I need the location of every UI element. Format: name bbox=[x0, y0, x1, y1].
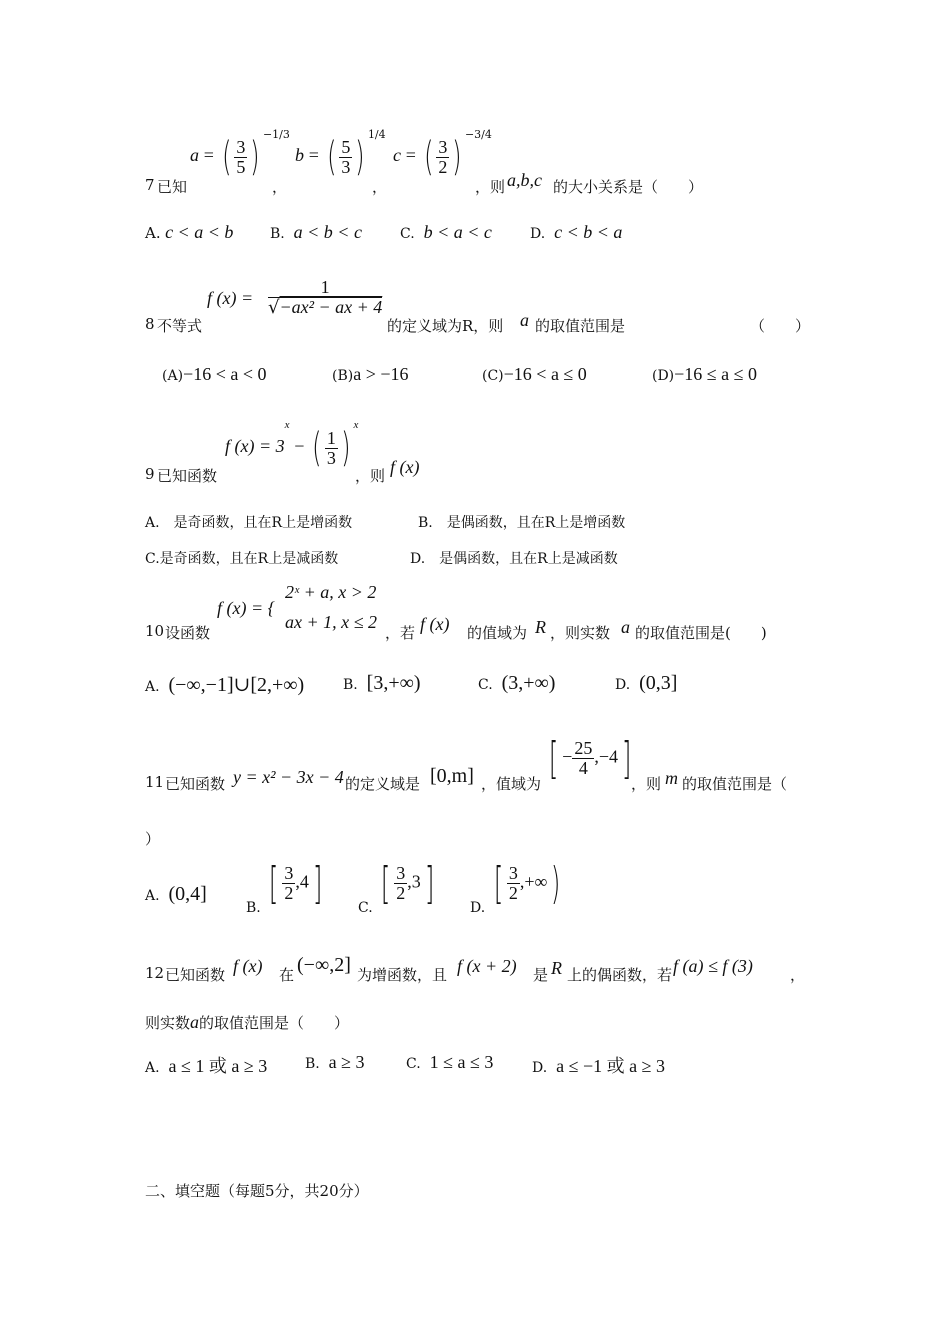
q7-lead: 已知 bbox=[157, 178, 188, 196]
q7-b-expr: b = ( $\frac{5}{3}$ ) $^{1/4}$ bbox=[295, 128, 386, 180]
q11-range: [ − $\frac{25}{4}$ ,−4] bbox=[548, 733, 632, 784]
q8-fx: f (x) = bbox=[207, 288, 254, 308]
q9-expr: f $(x) = 3^x$ − ( $\frac{1}{3}$ ) $^x$ bbox=[225, 419, 359, 471]
q8-fraction: $\frac{1}{\text{√−ax² − ax + 4}}$ bbox=[268, 277, 383, 318]
q10-line: 10 设函数 f (x) = { 2ˣ + a, x > 2 ax + 1, x ≤ 2 ，若 f (x) 的值域为 R ，则实数 a 的取值范围是( ) bbox=[145, 582, 767, 642]
q12-option-d[interactable]: D. a ≤ −1 或 a ≥ 3 bbox=[532, 1056, 665, 1076]
q7-option-d[interactable]: D. c < b < a bbox=[530, 222, 623, 242]
q8-option-c[interactable]: (C)−16 < a ≤ 0 bbox=[482, 364, 587, 384]
q9-option-a[interactable]: A. 是奇函数，且在R上是增函数 bbox=[145, 515, 353, 531]
q12-option-c[interactable]: C. 1 ≤ a ≤ 3 bbox=[406, 1052, 494, 1072]
q9-option-c[interactable]: C.是奇函数，且在R上是减函数 bbox=[145, 551, 339, 567]
q9-option-d[interactable]: D. 是偶函数，且在R上是减函数 bbox=[410, 551, 618, 567]
q10-option-b[interactable]: B. [3,+∞) bbox=[343, 672, 421, 694]
q7-a-expr: a = ( $\frac{3}{5}$ ) $^{-1/3}$ bbox=[190, 128, 290, 180]
q12-line: 12 已知函数 f (x) 在 (−∞,2] 为增函数，且 f (x + 2) 是 R 上的偶函数，若 f (a) ≤ f (3) ， bbox=[145, 954, 806, 984]
q7-c-expr: c = ( $\frac{3}{2}$ ) $^{-3/4}$ bbox=[393, 128, 492, 180]
q8-line: 8 不等式 f (x) = $\frac{1}{\text{√−ax² − ax + 4}}$ 的定义域为R，则 a 的取值范围是 （ ） bbox=[145, 277, 811, 335]
q7-option-a[interactable]: A. c < a < b bbox=[145, 222, 234, 242]
q12-line2: 则实数a的取值范围是（ ） bbox=[145, 1012, 350, 1032]
q9-line: 9 已知函数 f $(x) = 3^x$ − ( $\frac{1}{3}$ ) $^x$ ，则 f (x) bbox=[145, 419, 420, 485]
q10-option-a[interactable]: A. (−∞,−1]∪[2,+∞) bbox=[145, 674, 305, 696]
q9-option-b[interactable]: B. 是偶函数，且在R上是增函数 bbox=[418, 515, 626, 531]
q11-option-d[interactable]: D. [ $\frac{3}{2}$ ,+∞) bbox=[470, 858, 561, 916]
q11-option-c[interactable]: C. [ $\frac{3}{2}$ ,3] bbox=[358, 858, 435, 916]
q8-paren: （ ） bbox=[750, 317, 811, 335]
q7-tail: 的大小关系是（ ） bbox=[553, 178, 704, 196]
q10-option-d[interactable]: D. (0,3] bbox=[615, 672, 678, 694]
q8-option-d[interactable]: (D)−16 ≤ a ≤ 0 bbox=[652, 364, 758, 384]
q10-option-c[interactable]: C. (3,+∞) bbox=[478, 672, 556, 694]
q7-option-c[interactable]: C. b < a < c bbox=[400, 222, 492, 242]
q8-option-a[interactable]: (A)−16 < a < 0 bbox=[162, 364, 267, 384]
q11-line: 11 已知函数 y = x² − 3x − 4 的定义域是 [0,m] ，值域为 [ − $\frac{25}{4}$ ,−4] ，则 m 的取值范围是（ bbox=[145, 733, 788, 793]
q8-option-b[interactable]: (B)a > −16 bbox=[332, 364, 409, 384]
q12-option-a[interactable]: A. a ≤ 1 或 a ≥ 3 bbox=[145, 1056, 268, 1076]
q11-option-a[interactable]: A. (0,4] bbox=[145, 883, 207, 905]
q7-number: 7 bbox=[145, 176, 155, 194]
q12-option-b[interactable]: B. a ≥ 3 bbox=[305, 1052, 365, 1072]
q7-option-b[interactable]: B. a < b < c bbox=[270, 222, 362, 242]
q11-option-b[interactable]: B. [ $\frac{3}{2}$ ,4] bbox=[246, 858, 323, 916]
q7-vars: a,b,c bbox=[507, 170, 542, 190]
q11-close-paren: ） bbox=[145, 830, 161, 848]
section-title: 二、填空题（每题5分，共20分） bbox=[145, 1182, 369, 1200]
